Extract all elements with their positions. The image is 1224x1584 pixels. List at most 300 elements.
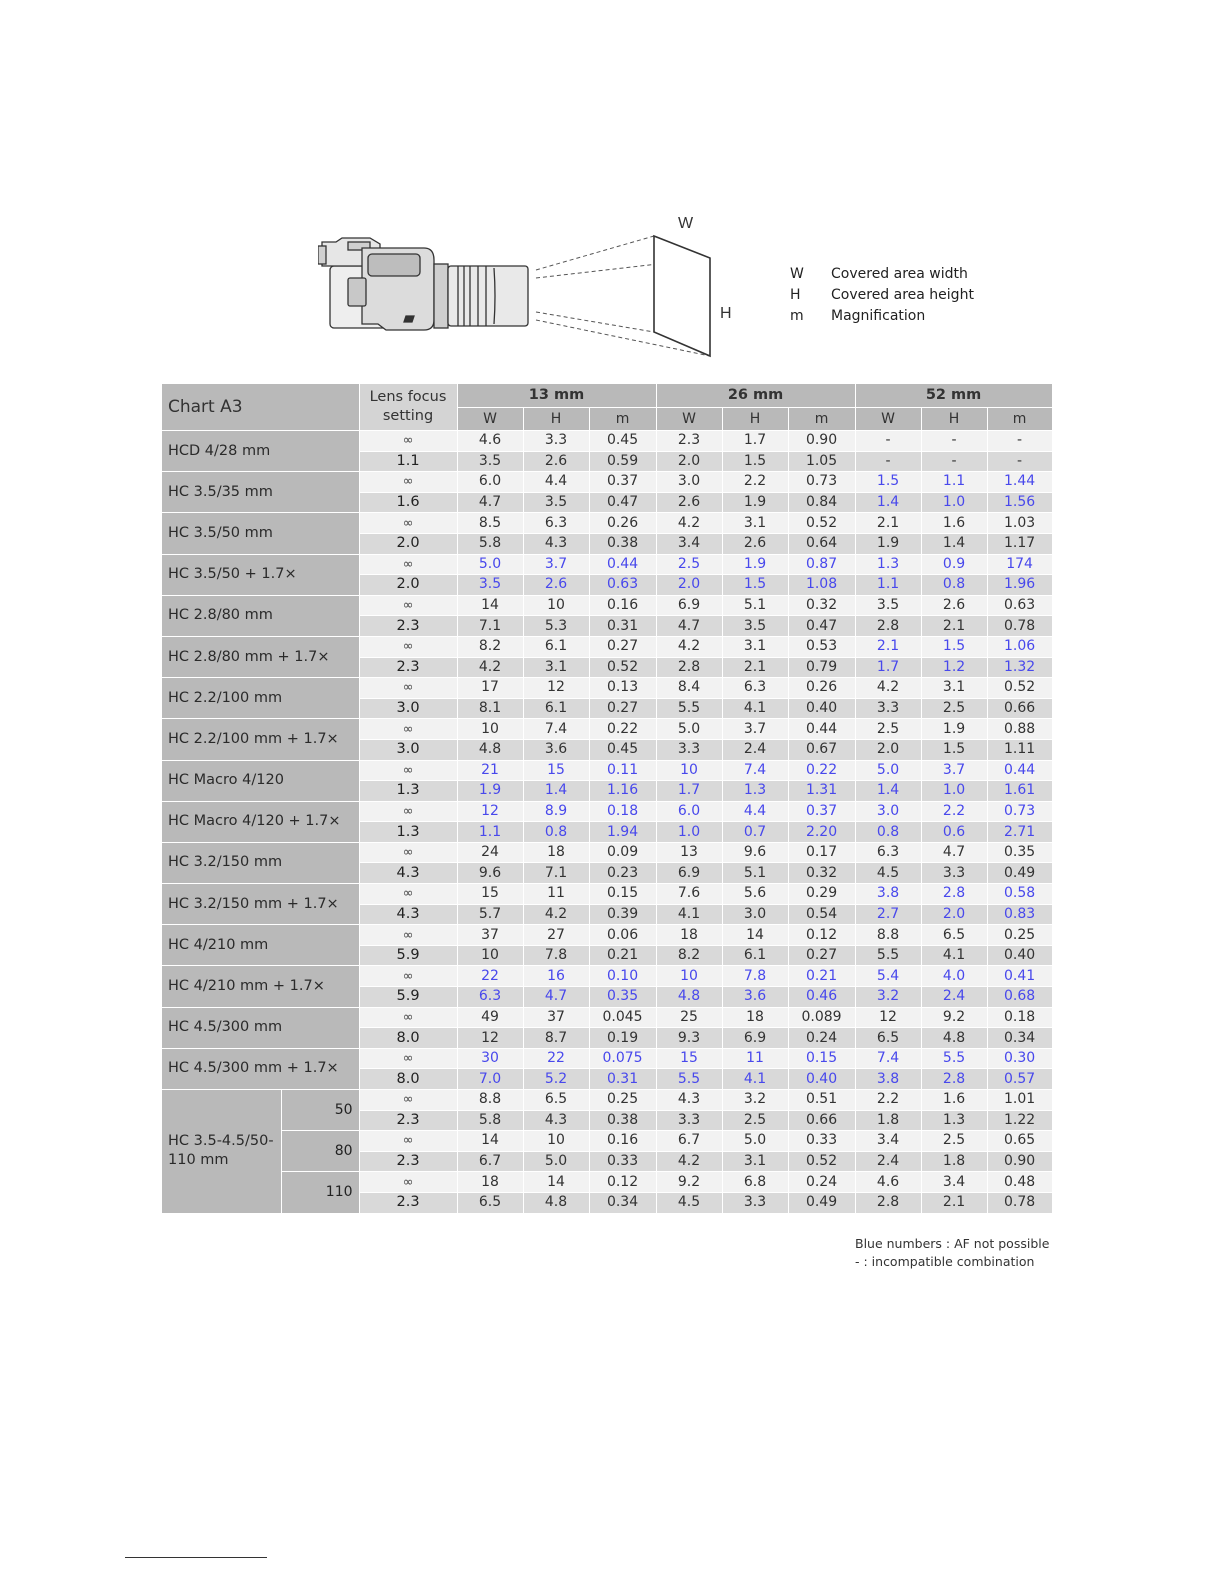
value-cell: 0.09 — [589, 842, 656, 863]
value-cell: 1.22 — [987, 1110, 1052, 1131]
value-cell: 0.90 — [788, 431, 855, 452]
value-cell: 4.2 — [855, 678, 921, 699]
value-cell: 0.23 — [589, 863, 656, 884]
value-cell: 1.4 — [855, 781, 921, 802]
value-cell: 6.7 — [656, 1131, 722, 1152]
value-cell: 0.15 — [788, 1048, 855, 1069]
value-cell: 4.3 — [523, 533, 589, 554]
value-cell: 2.0 — [855, 739, 921, 760]
value-cell: 0.12 — [788, 925, 855, 946]
sub-header-m: m — [987, 408, 1052, 431]
focus-setting-cell: 2.0 — [359, 533, 457, 554]
value-cell: 2.1 — [921, 616, 987, 637]
value-cell: 0.12 — [589, 1172, 656, 1193]
chart-title: Chart A3 — [162, 384, 359, 431]
value-cell: 6.1 — [722, 945, 788, 966]
legend-key: W — [790, 266, 804, 282]
value-cell: 1.16 — [589, 781, 656, 802]
value-cell: 4.7 — [457, 492, 523, 513]
value-cell: 0.21 — [589, 945, 656, 966]
value-cell: 0.49 — [788, 1192, 855, 1213]
value-cell: 16 — [523, 966, 589, 987]
value-cell: 0.57 — [987, 1069, 1052, 1090]
table-row — [162, 595, 1052, 616]
value-cell: 0.39 — [589, 904, 656, 925]
value-cell: 1.06 — [987, 636, 1052, 657]
value-cell: 27 — [523, 925, 589, 946]
value-cell: 2.6 — [722, 533, 788, 554]
value-cell: 5.1 — [722, 863, 788, 884]
value-cell: 5.1 — [722, 595, 788, 616]
value-cell: 0.40 — [987, 945, 1052, 966]
value-cell: 3.5 — [457, 451, 523, 472]
value-cell: 0.9 — [921, 554, 987, 575]
group-header-52mm: 52 mm — [855, 384, 1052, 408]
value-cell: 0.38 — [589, 533, 656, 554]
value-cell: 0.53 — [788, 636, 855, 657]
value-cell: 0.40 — [788, 1069, 855, 1090]
value-cell: 0.52 — [987, 678, 1052, 699]
value-cell: 0.41 — [987, 966, 1052, 987]
value-cell: 0.44 — [788, 719, 855, 740]
value-cell: 37 — [457, 925, 523, 946]
value-cell: 0.26 — [589, 513, 656, 534]
table-row — [162, 925, 1052, 946]
note-blue-numbers: Blue numbers : AF not possible — [855, 1236, 1050, 1251]
value-cell: 0.47 — [788, 616, 855, 637]
value-cell: 1.6 — [921, 513, 987, 534]
value-cell: 3.2 — [722, 1090, 788, 1111]
lens-name-cell: HCD 4/28 mm — [162, 431, 359, 472]
value-cell: 0.87 — [788, 554, 855, 575]
value-cell: 15 — [457, 884, 523, 905]
value-cell: 1.9 — [921, 719, 987, 740]
sub-header-h: H — [722, 408, 788, 431]
value-cell: 4.8 — [457, 739, 523, 760]
value-cell: 18 — [523, 842, 589, 863]
diagram-legend — [790, 264, 974, 327]
value-cell: 5.2 — [523, 1069, 589, 1090]
value-cell: - — [921, 431, 987, 452]
value-cell: 0.73 — [987, 801, 1052, 822]
value-cell: 6.0 — [656, 801, 722, 822]
zoom-setting-cell: 80 — [281, 1131, 359, 1172]
value-cell: 5.6 — [722, 884, 788, 905]
focus-setting-cell: 1.3 — [359, 822, 457, 843]
value-cell: 5.5 — [656, 1069, 722, 1090]
value-cell: - — [987, 431, 1052, 452]
value-cell: 2.20 — [788, 822, 855, 843]
focus-setting-cell: 5.9 — [359, 945, 457, 966]
value-cell: 2.1 — [921, 1192, 987, 1213]
legend-row — [790, 285, 974, 306]
value-cell: 2.8 — [855, 616, 921, 637]
value-cell: 5.0 — [855, 760, 921, 781]
value-cell: 0.13 — [589, 678, 656, 699]
value-cell: 0.27 — [589, 636, 656, 657]
table-row — [162, 1172, 1052, 1193]
value-cell: 3.0 — [722, 904, 788, 925]
focus-setting-cell: ∞ — [359, 678, 457, 699]
value-cell: 2.4 — [855, 1151, 921, 1172]
value-cell: 4.7 — [656, 616, 722, 637]
value-cell: 0.37 — [589, 472, 656, 493]
value-cell: 6.5 — [523, 1090, 589, 1111]
value-cell: 0.51 — [788, 1090, 855, 1111]
value-cell: 1.3 — [855, 554, 921, 575]
value-cell: 8.2 — [457, 636, 523, 657]
value-cell: 17 — [457, 678, 523, 699]
value-cell: 0.88 — [987, 719, 1052, 740]
value-cell: 2.0 — [921, 904, 987, 925]
value-cell: 0.73 — [788, 472, 855, 493]
focus-setting-cell: ∞ — [359, 925, 457, 946]
value-cell: 49 — [457, 1007, 523, 1028]
focus-setting-cell: 1.6 — [359, 492, 457, 513]
camera-coverage-diagram — [318, 208, 738, 368]
value-cell: 4.7 — [523, 987, 589, 1008]
value-cell: 0.78 — [987, 616, 1052, 637]
value-cell: 0.21 — [788, 966, 855, 987]
value-cell: 5.8 — [457, 1110, 523, 1131]
focus-setting-cell: 2.3 — [359, 1110, 457, 1131]
value-cell: 3.3 — [523, 431, 589, 452]
value-cell: 3.1 — [722, 1151, 788, 1172]
value-cell: 1.9 — [722, 554, 788, 575]
value-cell: 12 — [855, 1007, 921, 1028]
value-cell: 4.1 — [722, 698, 788, 719]
value-cell: 0.67 — [788, 739, 855, 760]
value-cell: 2.6 — [921, 595, 987, 616]
value-cell: 0.46 — [788, 987, 855, 1008]
value-cell: 0.90 — [987, 1151, 1052, 1172]
value-cell: 7.6 — [656, 884, 722, 905]
value-cell: 1.94 — [589, 822, 656, 843]
sub-header-m: m — [788, 408, 855, 431]
value-cell: 0.63 — [589, 575, 656, 596]
value-cell: 10 — [523, 595, 589, 616]
value-cell: 2.4 — [722, 739, 788, 760]
value-cell: 8.9 — [523, 801, 589, 822]
notes — [855, 1235, 1049, 1271]
value-cell: 0.34 — [987, 1028, 1052, 1049]
focus-setting-cell: ∞ — [359, 842, 457, 863]
focus-setting-cell: ∞ — [359, 884, 457, 905]
value-cell: 18 — [457, 1172, 523, 1193]
value-cell: 6.1 — [523, 698, 589, 719]
lens-name-cell: HC 3.5/35 mm — [162, 472, 359, 513]
focus-setting-cell: ∞ — [359, 472, 457, 493]
diagram-label-h: H — [720, 305, 732, 322]
value-cell: 1.7 — [722, 431, 788, 452]
value-cell: 3.1 — [523, 657, 589, 678]
value-cell: 0.84 — [788, 492, 855, 513]
chart-body — [162, 431, 1052, 1214]
value-cell: 7.4 — [722, 760, 788, 781]
value-cell: 3.1 — [921, 678, 987, 699]
value-cell: 3.6 — [722, 987, 788, 1008]
value-cell: 1.44 — [987, 472, 1052, 493]
value-cell: 1.05 — [788, 451, 855, 472]
chart-a3-table — [162, 384, 1053, 1214]
focus-setting-cell: ∞ — [359, 966, 457, 987]
camera-icon — [318, 238, 528, 330]
value-cell: 2.5 — [722, 1110, 788, 1131]
value-cell: 1.7 — [656, 781, 722, 802]
value-cell: 1.11 — [987, 739, 1052, 760]
value-cell: 5.5 — [855, 945, 921, 966]
value-cell: 4.1 — [921, 945, 987, 966]
value-cell: 1.4 — [855, 492, 921, 513]
value-cell: 15 — [656, 1048, 722, 1069]
legend-row — [790, 306, 974, 327]
value-cell: 0.18 — [589, 801, 656, 822]
sub-header-w: W — [656, 408, 722, 431]
value-cell: 9.2 — [656, 1172, 722, 1193]
value-cell: 4.0 — [921, 966, 987, 987]
note-incompatible: - : incompatible combination — [855, 1254, 1035, 1269]
value-cell: 6.3 — [722, 678, 788, 699]
value-cell: 12 — [457, 1028, 523, 1049]
value-cell: 6.3 — [855, 842, 921, 863]
value-cell: 22 — [457, 966, 523, 987]
lens-name-cell: HC 2.8/80 mm — [162, 595, 359, 636]
legend-desc: Covered area width — [831, 266, 968, 282]
lens-name-cell: HC Macro 4/120 + 1.7× — [162, 801, 359, 842]
value-cell: 0.17 — [788, 842, 855, 863]
value-cell: 1.1 — [855, 575, 921, 596]
value-cell: 4.1 — [722, 1069, 788, 1090]
value-cell: 0.54 — [788, 904, 855, 925]
sub-header-h: H — [523, 408, 589, 431]
value-cell: 5.8 — [457, 533, 523, 554]
table-row — [162, 842, 1052, 863]
lens-name-cell: HC Macro 4/120 — [162, 760, 359, 801]
value-cell: 7.4 — [523, 719, 589, 740]
value-cell: 1.4 — [523, 781, 589, 802]
value-cell: 0.64 — [788, 533, 855, 554]
value-cell: 5.3 — [523, 616, 589, 637]
zoom-setting-cell: 50 — [281, 1090, 359, 1131]
value-cell: 4.8 — [523, 1192, 589, 1213]
group-header-13mm: 13 mm — [457, 384, 656, 408]
value-cell: 2.5 — [921, 1131, 987, 1152]
table-row — [162, 678, 1052, 699]
value-cell: 0.10 — [589, 966, 656, 987]
value-cell: 1.0 — [921, 492, 987, 513]
legend-key: m — [790, 308, 804, 324]
value-cell: 1.3 — [921, 1110, 987, 1131]
sub-header-w: W — [855, 408, 921, 431]
focus-setting-cell: ∞ — [359, 760, 457, 781]
value-cell: 5.0 — [722, 1131, 788, 1152]
value-cell: 0.22 — [788, 760, 855, 781]
value-cell: 6.7 — [457, 1151, 523, 1172]
focus-setting-cell: 5.9 — [359, 987, 457, 1008]
value-cell: 14 — [457, 1131, 523, 1152]
table-row — [162, 1007, 1052, 1028]
focus-setting-cell: 2.0 — [359, 575, 457, 596]
table-row — [162, 966, 1052, 987]
value-cell: 2.1 — [722, 657, 788, 678]
value-cell: 4.2 — [656, 513, 722, 534]
value-cell: 0.52 — [788, 513, 855, 534]
value-cell: 0.25 — [589, 1090, 656, 1111]
value-cell: 6.0 — [457, 472, 523, 493]
value-cell: 2.0 — [656, 575, 722, 596]
value-cell: 6.3 — [523, 513, 589, 534]
legend-desc: Covered area height — [831, 287, 974, 303]
value-cell: 0.44 — [987, 760, 1052, 781]
focus-setting-cell: 3.0 — [359, 739, 457, 760]
value-cell: 5.7 — [457, 904, 523, 925]
value-cell: 37 — [523, 1007, 589, 1028]
lens-name-cell: HC 2.8/80 mm + 1.7× — [162, 636, 359, 677]
value-cell: 18 — [656, 925, 722, 946]
value-cell: 3.3 — [855, 698, 921, 719]
value-cell: 6.3 — [457, 987, 523, 1008]
value-cell: 0.47 — [589, 492, 656, 513]
zoom-lens-name-cell: HC 3.5-4.5/50-110 mm — [162, 1090, 281, 1214]
value-cell: 6.5 — [457, 1192, 523, 1213]
value-cell: 4.1 — [656, 904, 722, 925]
value-cell: 0.33 — [788, 1131, 855, 1152]
value-cell: 7.0 — [457, 1069, 523, 1090]
value-cell: 2.6 — [523, 575, 589, 596]
value-cell: 5.5 — [921, 1048, 987, 1069]
value-cell: 6.9 — [722, 1028, 788, 1049]
value-cell: 8.2 — [656, 945, 722, 966]
legend-row — [790, 264, 974, 285]
value-cell: 0.24 — [788, 1172, 855, 1193]
value-cell: 2.6 — [523, 451, 589, 472]
value-cell: 4.2 — [656, 1151, 722, 1172]
covered-area-plane — [654, 236, 710, 356]
value-cell: 0.24 — [788, 1028, 855, 1049]
value-cell: 8.5 — [457, 513, 523, 534]
value-cell: 1.5 — [722, 451, 788, 472]
value-cell: 0.30 — [987, 1048, 1052, 1069]
value-cell: 1.61 — [987, 781, 1052, 802]
focus-setting-cell: 2.3 — [359, 1151, 457, 1172]
value-cell: 3.4 — [921, 1172, 987, 1193]
value-cell: 0.49 — [987, 863, 1052, 884]
value-cell: 1.0 — [656, 822, 722, 843]
value-cell: 0.78 — [987, 1192, 1052, 1213]
value-cell: 3.1 — [722, 636, 788, 657]
sub-header-w: W — [457, 408, 523, 431]
value-cell: 7.8 — [722, 966, 788, 987]
value-cell: 1.32 — [987, 657, 1052, 678]
value-cell: 0.19 — [589, 1028, 656, 1049]
value-cell: 2.8 — [921, 1069, 987, 1090]
legend-key: H — [790, 287, 801, 303]
value-cell: 6.8 — [722, 1172, 788, 1193]
value-cell: 0.38 — [589, 1110, 656, 1131]
table-row — [162, 554, 1052, 575]
value-cell: 4.8 — [921, 1028, 987, 1049]
zoom-setting-cell: 110 — [281, 1172, 359, 1213]
value-cell: 10 — [457, 945, 523, 966]
value-cell: 1.1 — [921, 472, 987, 493]
header-row-groups — [162, 384, 1052, 408]
value-cell: 0.40 — [788, 698, 855, 719]
focus-setting-cell: 4.3 — [359, 904, 457, 925]
value-cell: 0.79 — [788, 657, 855, 678]
value-cell: 0.48 — [987, 1172, 1052, 1193]
value-cell: 15 — [523, 760, 589, 781]
lens-name-cell: HC 4/210 mm — [162, 925, 359, 966]
value-cell: 0.25 — [987, 925, 1052, 946]
value-cell: 2.8 — [656, 657, 722, 678]
value-cell: 3.3 — [656, 1110, 722, 1131]
lens-name-cell: HC 4.5/300 mm + 1.7× — [162, 1048, 359, 1089]
value-cell: 1.5 — [921, 739, 987, 760]
lens-name-cell: HC 3.5/50 mm — [162, 513, 359, 554]
value-cell: 6.5 — [855, 1028, 921, 1049]
value-cell: 0.16 — [589, 1131, 656, 1152]
value-cell: 2.5 — [921, 698, 987, 719]
value-cell: 9.6 — [722, 842, 788, 863]
value-cell: 0.66 — [788, 1110, 855, 1131]
value-cell: 0.8 — [855, 822, 921, 843]
value-cell: 2.1 — [855, 636, 921, 657]
value-cell: 0.45 — [589, 431, 656, 452]
lens-focus-setting-header: Lens focus setting — [359, 384, 457, 431]
table-row — [162, 636, 1052, 657]
value-cell: 4.3 — [523, 1110, 589, 1131]
value-cell: 2.8 — [855, 1192, 921, 1213]
value-cell: 10 — [656, 760, 722, 781]
value-cell: 0.26 — [788, 678, 855, 699]
value-cell: 6.5 — [921, 925, 987, 946]
value-cell: 0.18 — [987, 1007, 1052, 1028]
focus-setting-cell: 3.0 — [359, 698, 457, 719]
value-cell: 14 — [523, 1172, 589, 1193]
table-row — [162, 1048, 1052, 1069]
value-cell: 1.8 — [855, 1110, 921, 1131]
value-cell: 2.4 — [921, 987, 987, 1008]
value-cell: - — [855, 431, 921, 452]
value-cell: 1.1 — [457, 822, 523, 843]
legend-desc: Magnification — [831, 308, 926, 324]
value-cell: 0.06 — [589, 925, 656, 946]
value-cell: 0.31 — [589, 616, 656, 637]
value-cell: 0.29 — [788, 884, 855, 905]
value-cell: 3.1 — [722, 513, 788, 534]
value-cell: 0.15 — [589, 884, 656, 905]
value-cell: 14 — [457, 595, 523, 616]
value-cell: 0.6 — [921, 822, 987, 843]
value-cell: 3.2 — [855, 987, 921, 1008]
value-cell: 1.96 — [987, 575, 1052, 596]
value-cell: 3.5 — [722, 616, 788, 637]
value-cell: 3.5 — [457, 575, 523, 596]
sub-header-h: H — [921, 408, 987, 431]
focus-setting-cell: ∞ — [359, 554, 457, 575]
focus-setting-cell: 1.3 — [359, 781, 457, 802]
lens-name-cell: HC 2.2/100 mm + 1.7× — [162, 719, 359, 760]
focus-setting-cell: ∞ — [359, 595, 457, 616]
value-cell: 0.45 — [589, 739, 656, 760]
value-cell: 3.0 — [855, 801, 921, 822]
value-cell: 0.59 — [589, 451, 656, 472]
value-cell: 9.6 — [457, 863, 523, 884]
value-cell: 25 — [656, 1007, 722, 1028]
focus-setting-cell: ∞ — [359, 1172, 457, 1193]
focus-setting-cell: 8.0 — [359, 1028, 457, 1049]
value-cell: 7.1 — [457, 616, 523, 637]
